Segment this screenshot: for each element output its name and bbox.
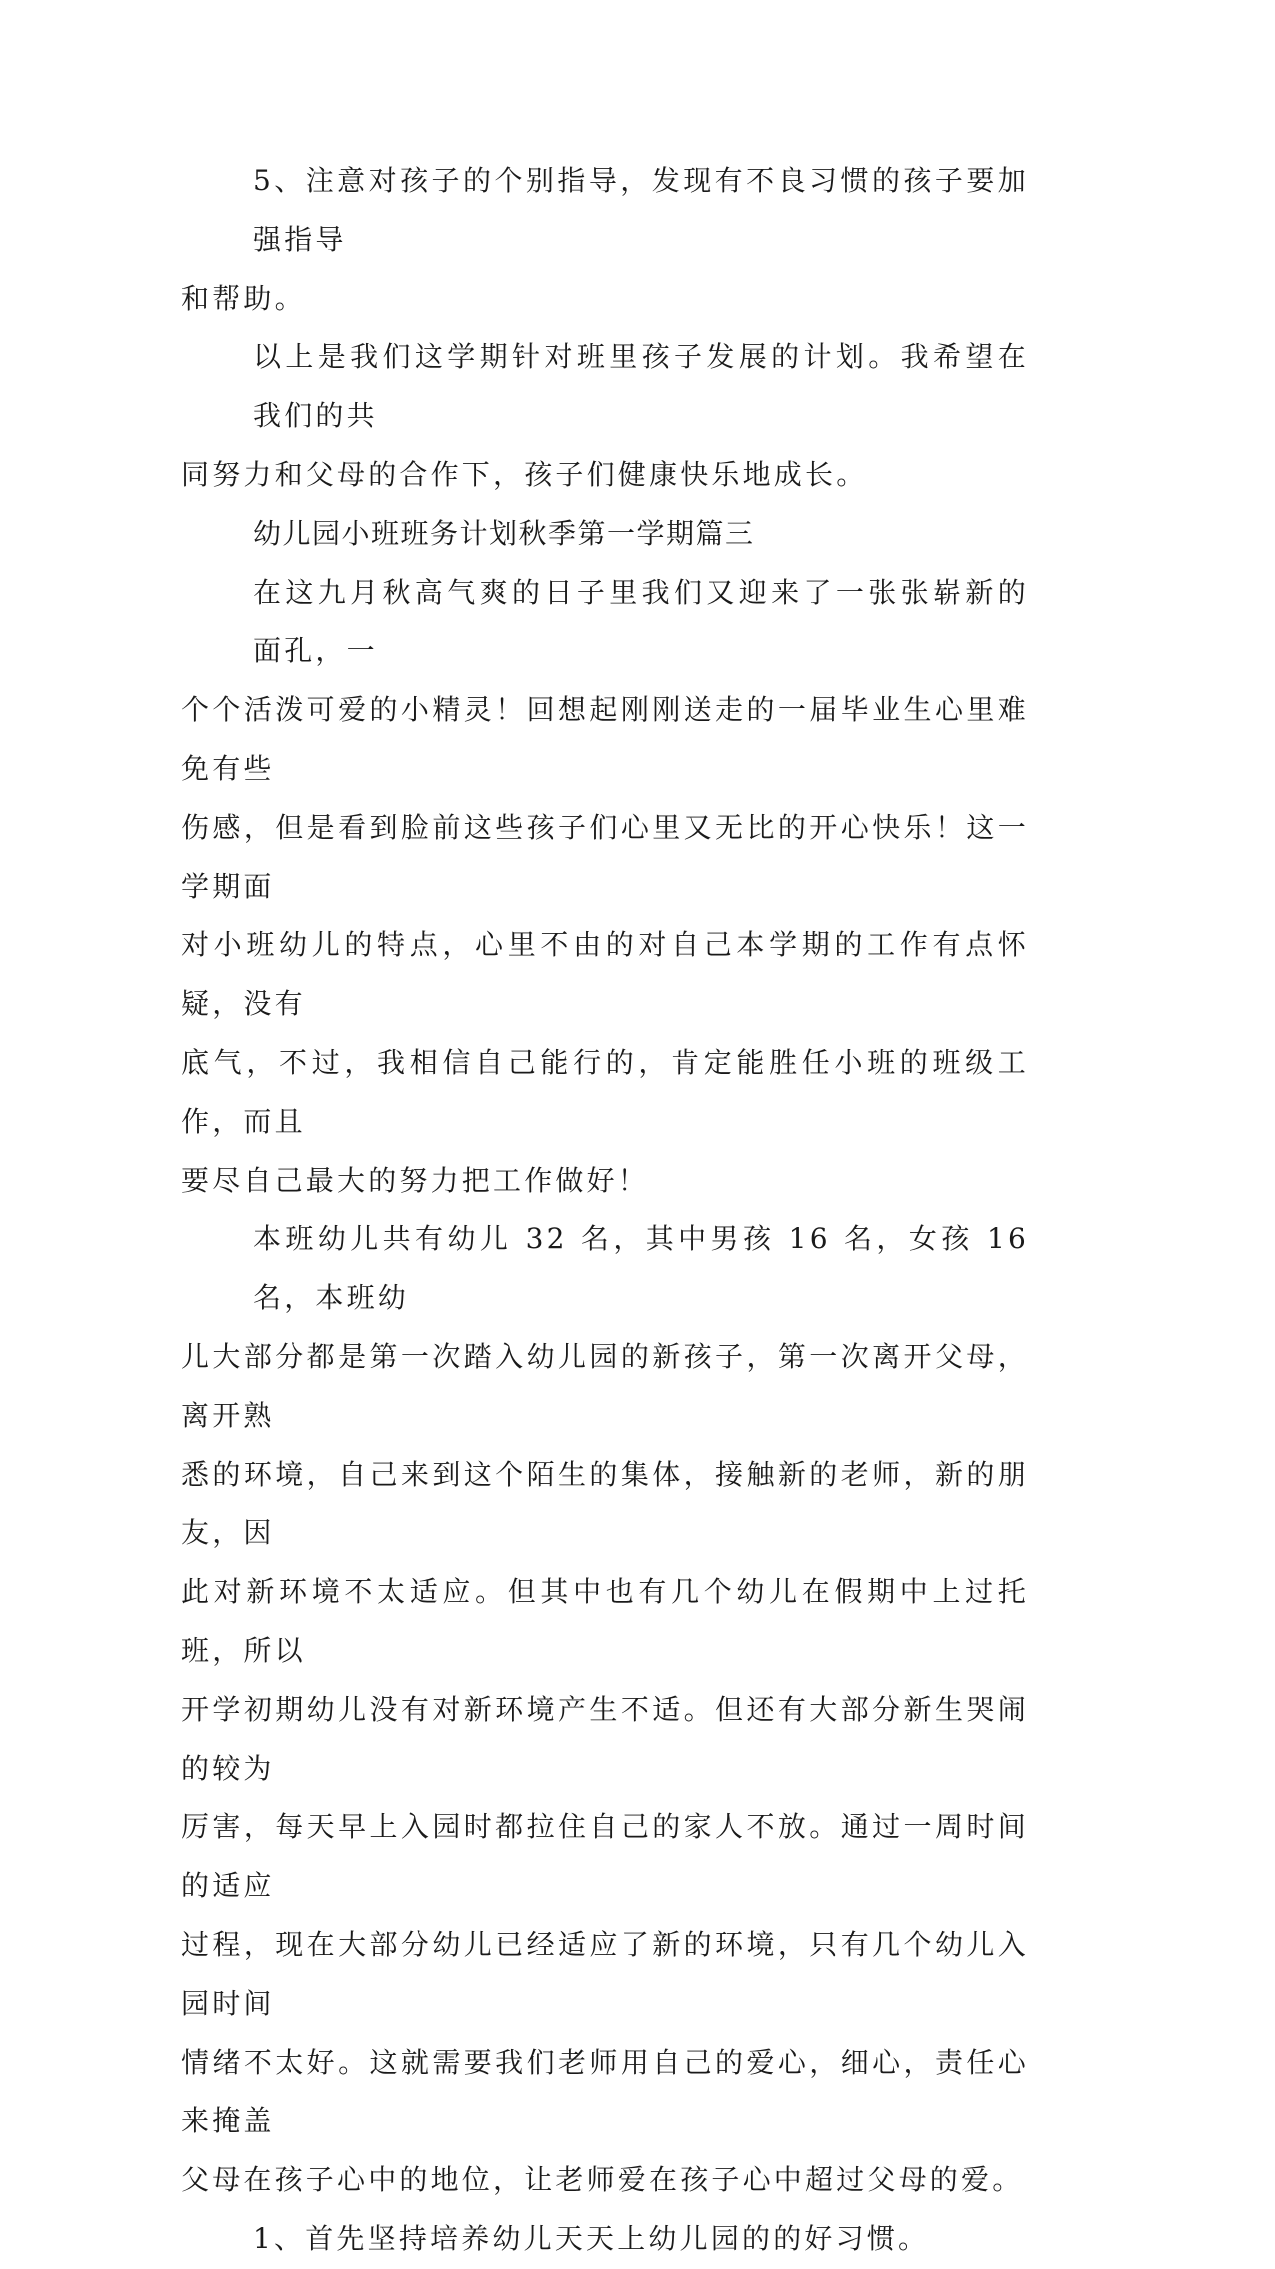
text-line: 情绪不太好。这就需要我们老师用自己的爱心，细心，责任心来掩盖: [181, 2045, 1029, 2138]
section-heading-text: 幼儿园小班班务计划秋季第一学期篇三: [253, 516, 755, 550]
paragraph-summary: [181, 328, 1029, 504]
text-line: 和帮助。: [181, 281, 306, 315]
text-line: 同努力和父母的合作下，孩子们健康快乐地成长。: [181, 457, 868, 491]
text-line: 在这九月秋高气爽的日子里我们又迎来了一张张崭新的面孔，一: [253, 575, 1029, 668]
text-line: 个个活泼可爱的小精灵！回想起刚刚送走的一届毕业生心里难免有些: [181, 693, 1029, 785]
text-line: 伤感，但是看到脸前这些孩子们心里又无比的开心快乐！这一学期面: [181, 810, 1029, 903]
paragraph-class-status: [181, 1210, 1029, 2210]
text-line: 父母在孩子心中的地位，让老师爱在孩子心中超过父母的爱。: [181, 2163, 1024, 2197]
text-line: 悉的环境，自己来到这个陌生的集体，接触新的老师，新的朋友，因: [181, 1457, 1029, 1550]
paragraph-introduction: [181, 564, 1029, 1211]
text-line: 儿大部分都是第一次踏入幼儿园的新孩子，第一次离开父母，离开熟: [181, 1339, 1029, 1432]
text-line: 厉害，每天早上入园时都拉住自己的家人不放。通过一周时间的适应: [181, 1810, 1029, 1903]
section-heading: [181, 505, 1029, 564]
text-line: 5、注意对孩子的个别指导，发现有不良习惯的孩子要加强指导: [253, 164, 1029, 256]
document-page: [181, 152, 1029, 2269]
text-line: 本班幼儿共有幼儿 32 名，其中男孩 16 名，女孩 16 名，本班幼: [253, 1222, 1029, 1315]
text-line: 此对新环境不太适应。但其中也有几个幼儿在假期中上过托班，所以: [181, 1575, 1029, 1667]
text-line: 以上是我们这学期针对班里孩子发展的计划。我希望在我们的共: [253, 340, 1029, 433]
text-line: 要尽自己最大的努力把工作做好！: [181, 1163, 650, 1197]
text-line: 过程，现在大部分幼儿已经适应了新的环境，只有几个幼儿入园时间: [181, 1927, 1029, 2020]
text-line: 1、首先坚持培养幼儿天天上幼儿园的的好习惯。: [253, 2221, 930, 2255]
text-line: 开学初期幼儿没有对新环境产生不适。但还有大部分新生哭闹的较为: [181, 1692, 1029, 1785]
paragraph-item-one: [181, 2210, 1029, 2269]
text-line: 底气，不过，我相信自己能行的，肯定能胜任小班的班级工作，而且: [181, 1045, 1029, 1138]
paragraph-guidance: [181, 152, 1029, 328]
text-line: 对小班幼儿的特点，心里不由的对自己本学期的工作有点怀疑，没有: [181, 928, 1029, 1021]
